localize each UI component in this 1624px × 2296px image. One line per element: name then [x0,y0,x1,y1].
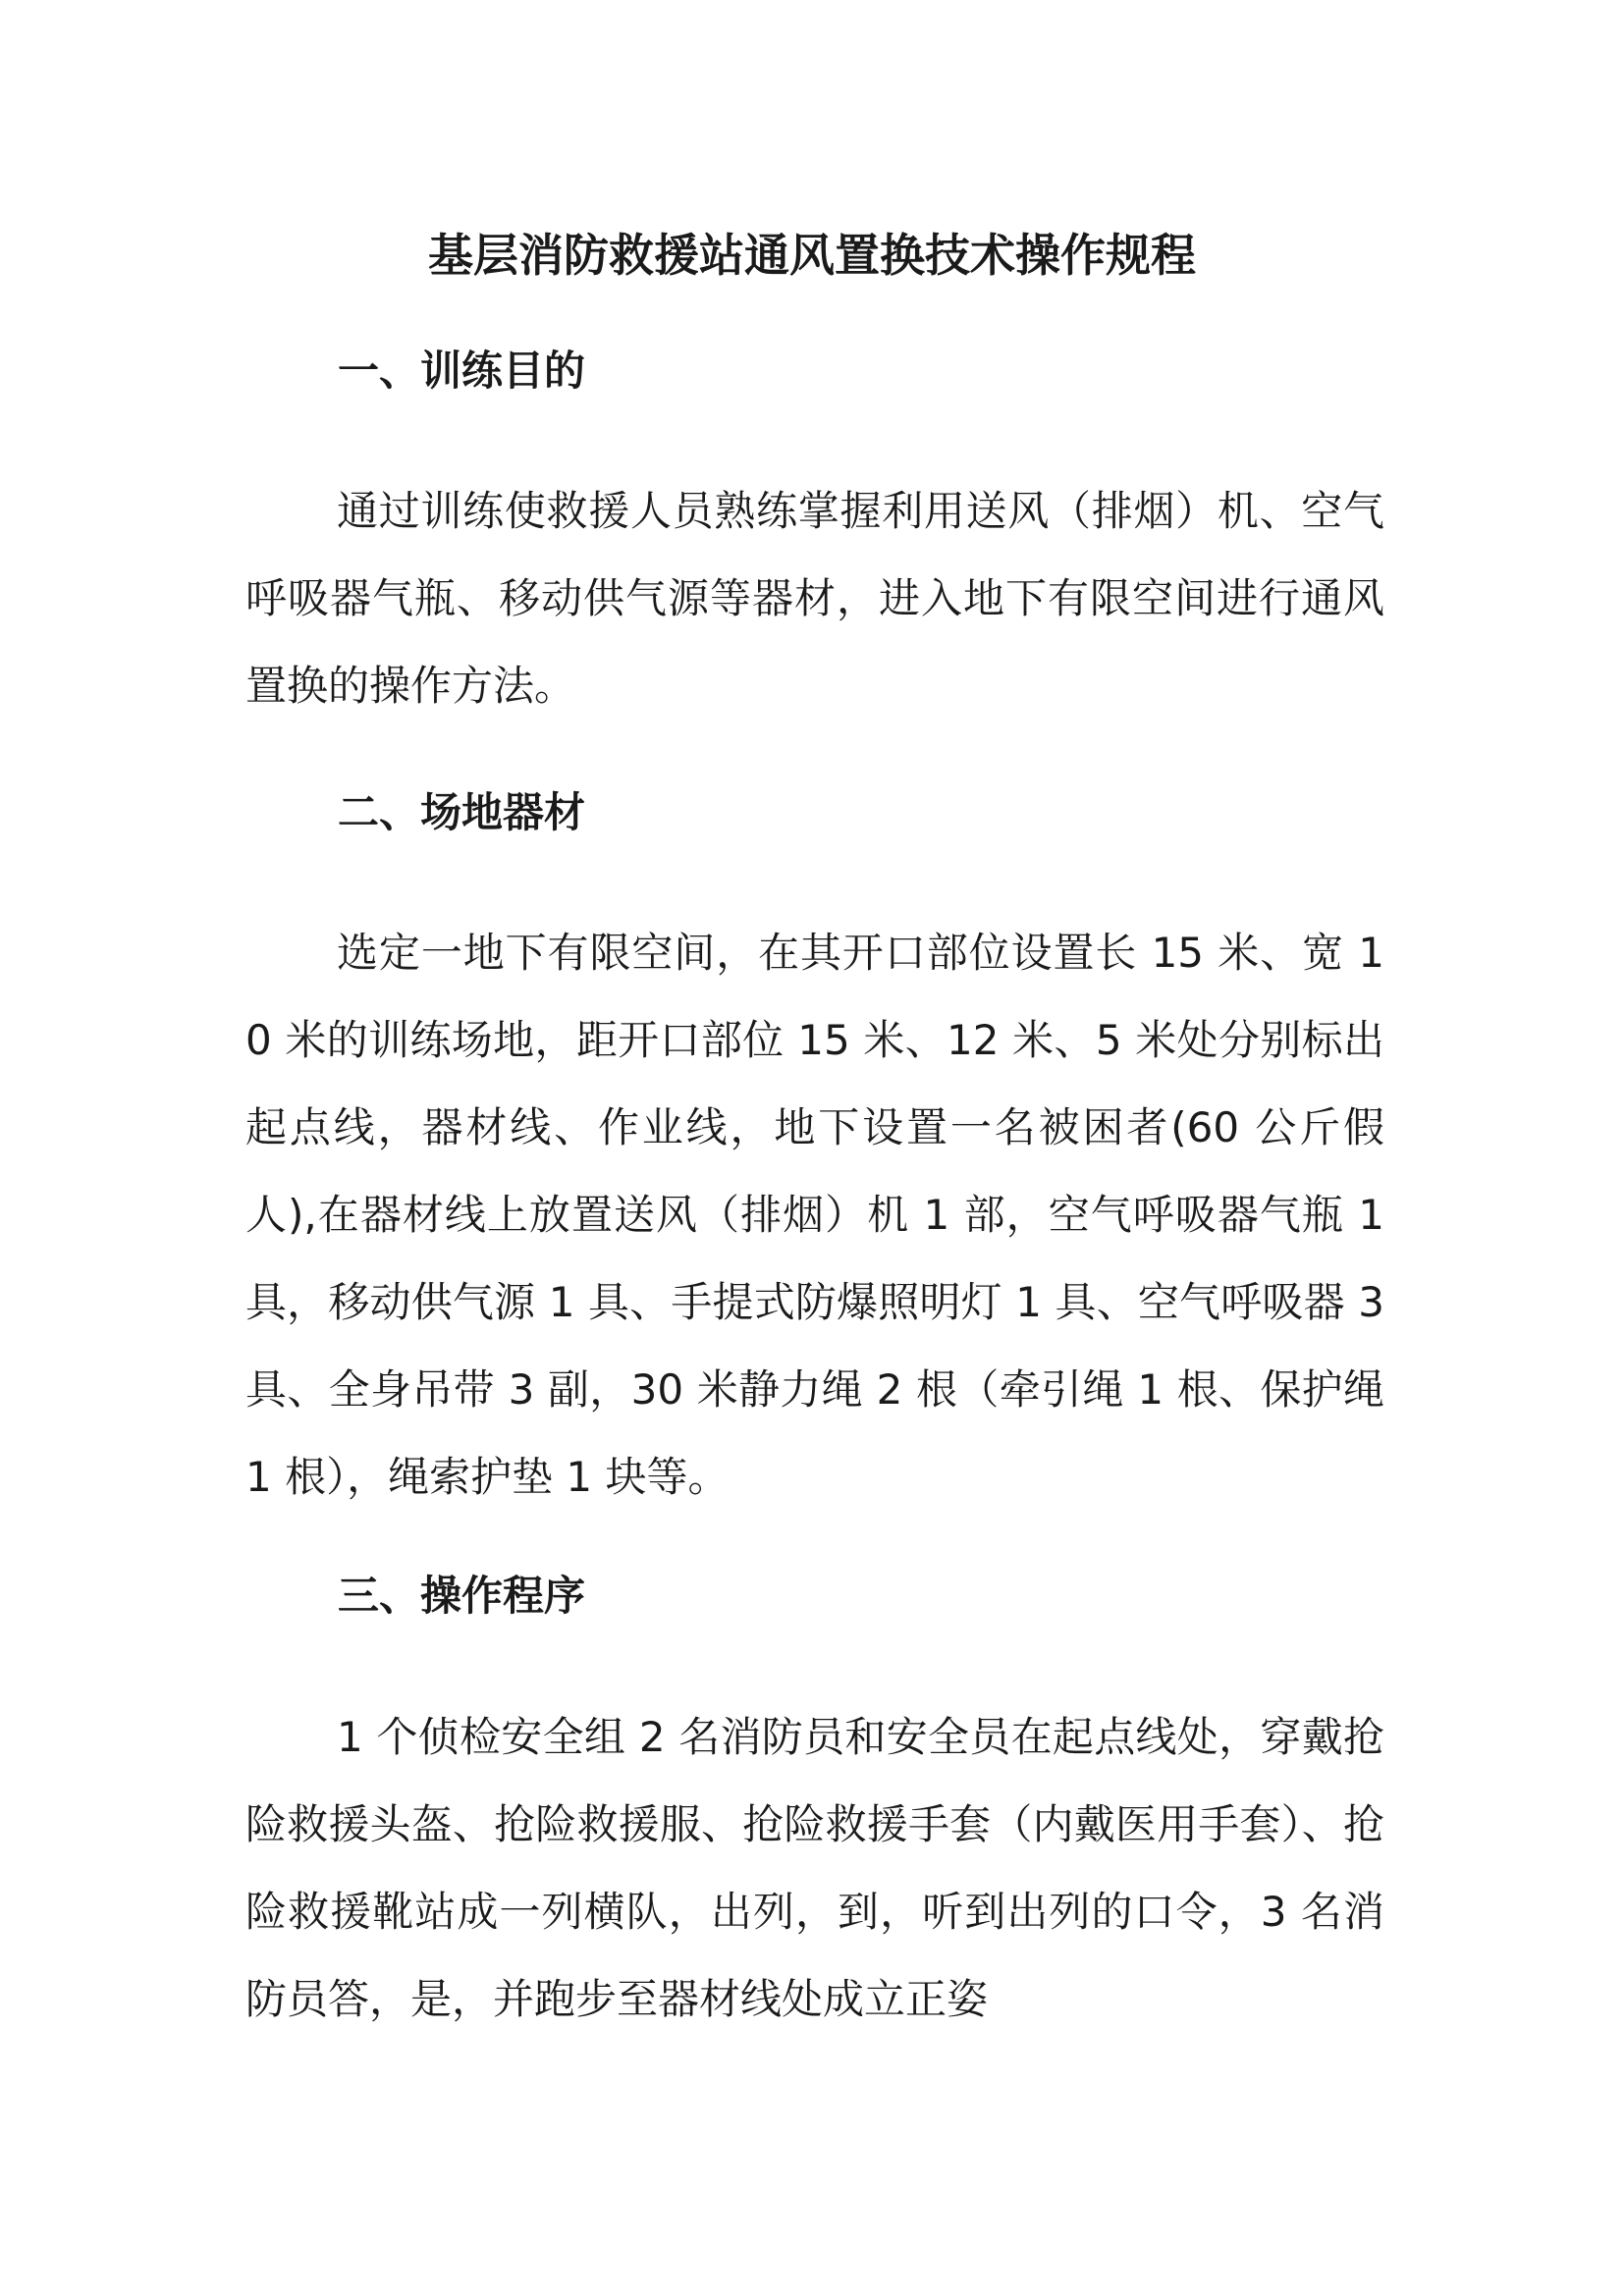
section-heading-site-equipment: 二、场地器材 [338,788,586,836]
section-paragraph-training-purpose: 通过训练使救援人员熟练掌握利用送风（排烟）机、空气呼吸器气瓶、移动供气源等器材，进入地下有限空间进行通风置换的操作方法。 [245,487,1384,710]
section-heading-training-purpose: 一、训练目的 [338,347,586,395]
document-title: 基层消防救援站通风置换技术操作规程 [428,229,1196,282]
section-paragraph-operation-procedure: 1 个侦检安全组 2 名消防员和安全员在起点线处，穿戴抢险救援头盔、抢险救援服、抢险救援手套（内戴医用手套）、抢险救援靴站成一列横队，出列，到，听到出列的口令，3 名消防员答，是，并跑步至器材线处成立正姿 [245,1713,1384,2023]
section-heading-operation-procedure: 三、操作程序 [338,1572,586,1620]
section-paragraph-site-equipment: 选定一地下有限空间，在其开口部位设置长 15 米、宽 10 米的训练场地，距开口部位 15 米、12 米、5 米处分别标出起点线，器材线、作业线，地下设置一名被困者(60 公斤假人),在器材线上放置送风（排烟）机 1 部，空气呼吸器气瓶 1 具，移动供气源 1 具、手提式防爆照明灯 1 具、空气呼吸器 3 具、全身吊带 3 副，30 米静力绳 2 根（牵引绳 1 根、保护绳 1 根），绳索护垫 1 块等。 [245,929,1384,1501]
